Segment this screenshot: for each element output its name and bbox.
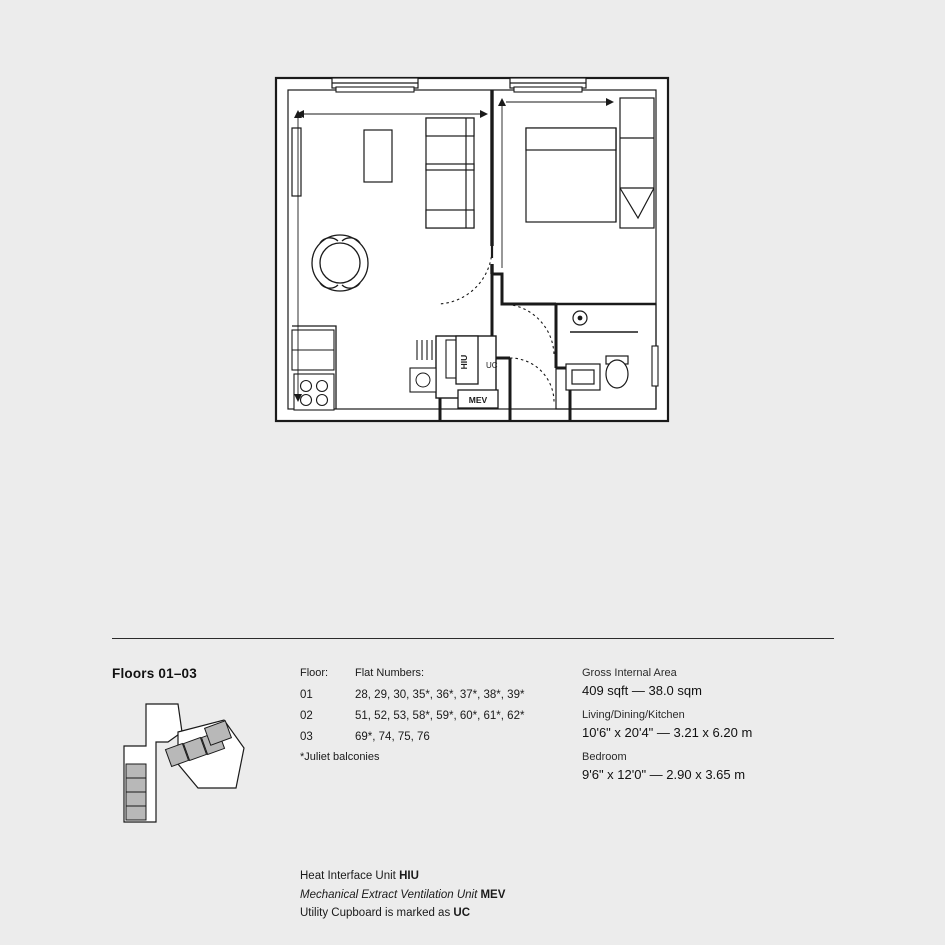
section-divider <box>112 638 834 639</box>
tv-unit <box>364 130 392 182</box>
row-floor: 01 <box>300 688 313 701</box>
mev-label: MEV <box>468 395 488 405</box>
abbreviation-legend <box>300 867 505 923</box>
uc-label: UC <box>486 361 498 370</box>
area-value: 10'6" x 20'4" — 3.21 x 6.20 m <box>582 725 753 740</box>
row-floor: 03 <box>300 730 313 743</box>
legend-item <box>300 904 505 923</box>
row-flats: 69*, 74, 75, 76 <box>355 730 430 743</box>
wardrobe <box>620 98 654 228</box>
floor-plan-svg <box>270 68 680 498</box>
legend-item <box>300 867 505 886</box>
bathroom-window <box>652 346 658 386</box>
floor-plan-drawing <box>270 68 680 498</box>
hiu-label: HIU <box>459 354 469 370</box>
table-row <box>300 730 590 744</box>
shower <box>573 311 587 325</box>
legend-item <box>300 886 505 905</box>
legend-abbr: UC <box>453 907 471 920</box>
legend-abbr: MEV <box>480 888 506 901</box>
header-floor: Floor: <box>300 667 329 679</box>
hob <box>294 374 334 410</box>
row-flats: 28, 29, 30, 35*, 36*, 37*, 38*, 39* <box>355 688 525 701</box>
balcony-footnote: *Juliet balconies <box>300 750 380 763</box>
wc <box>606 356 628 388</box>
floors-title: Floors 01–03 <box>112 666 197 681</box>
area-schedule <box>582 667 842 793</box>
tall-unit <box>292 128 301 196</box>
area-value: 9'6" x 12'0" — 2.90 x 3.65 m <box>582 767 746 782</box>
key-plan <box>112 702 262 842</box>
legend-text: Mechanical Extract Ventilation Unit <box>300 888 481 901</box>
table-row <box>300 688 590 702</box>
key-plan-svg <box>112 702 262 842</box>
details-section <box>112 660 842 930</box>
table-row <box>300 709 590 723</box>
dining-table <box>312 235 368 291</box>
washer-unit <box>410 368 436 392</box>
basin <box>566 364 600 390</box>
bed <box>526 128 616 222</box>
area-label: Living/Dining/Kitchen <box>582 709 685 721</box>
window-bedroom <box>510 78 586 92</box>
row-floor: 02 <box>300 709 313 722</box>
row-flats: 51, 52, 53, 58*, 59*, 60*, 61*, 62* <box>355 709 525 722</box>
area-label: Gross Internal Area <box>582 667 677 679</box>
flat-numbers-table <box>300 667 590 765</box>
legend-text: Utility Cupboard is marked as <box>300 907 454 920</box>
sofa <box>426 118 474 228</box>
header-flats: Flat Numbers: <box>355 667 425 679</box>
area-label: Bedroom <box>582 751 627 763</box>
legend-abbr: HIU <box>399 870 419 882</box>
area-value: 409 sqft — 38.0 sqm <box>582 683 702 698</box>
table-header-row <box>300 667 590 681</box>
window-living <box>332 78 418 92</box>
legend-text: Heat Interface Unit <box>300 870 400 882</box>
